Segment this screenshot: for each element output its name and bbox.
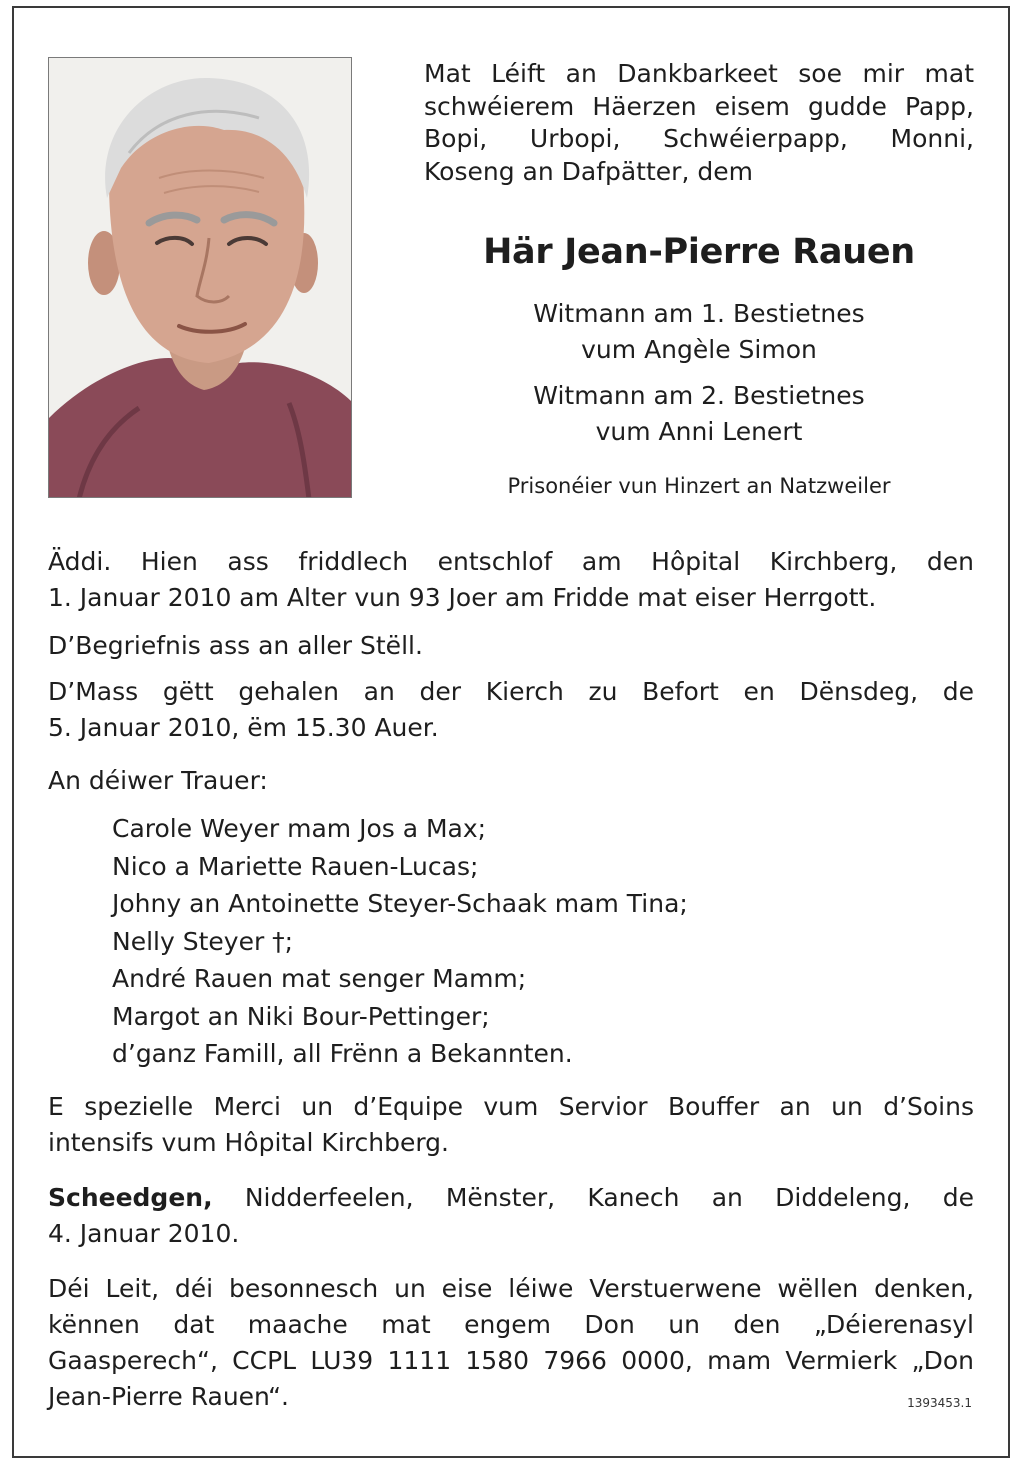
opening-line: Mat Léift an Dankbarkeet soe mir mat [424,59,974,88]
mourning-intro [48,763,974,799]
mourning-intro-line: An déiwer Trauer: [48,766,268,795]
mourner-item: Johny an Antoinette Steyer-Schaak mam Tina; [112,889,688,918]
mourner-item: Nelly Steyer †; [112,926,294,956]
thanks-note [48,1089,974,1161]
mourners-list [112,810,688,1073]
second-marriage [424,378,974,450]
donation-line3: Gaasperech“, CCPL LU39 1111 1580 7966 0000, mam Vermierk „Don [48,1346,974,1375]
first-marriage-line2: vum Angèle Simon [581,335,817,364]
mourner-item: d’ganz Famill, all Frënn a Bekannten. [112,1039,573,1068]
prisoner-note: Prisonéier vun Hinzert an Natzweiler [507,474,891,498]
death-notice-line2: 1. Januar 2010 am Alter vun 93 Joer am Fridde mat eiser Herrgott. [48,583,877,612]
donation-note [48,1271,974,1415]
thanks-line2: intensifs vum Hôpital Kirchberg. [48,1128,449,1157]
place-date [48,1180,974,1252]
thanks-line1: E spezielle Merci un d’Equipe vum Servior Bouffer an un d’Soins [48,1092,974,1121]
death-notice-line1: Äddi. Hien ass friddlech entschlof am Hôpital Kirchberg, den [48,547,974,576]
opening-line: schwéierem Häerzen eisem gudde Papp, [424,91,974,121]
opening-text [424,58,974,188]
burial-line: D’Begriefnis ass an aller Stëll. [48,631,423,660]
reference-number: 1393453.1 [907,1396,972,1410]
place-bold: Scheedgen, [48,1183,213,1212]
second-marriage-line2: vum Anni Lenert [595,417,803,446]
mourner-item: Carole Weyer mam Jos a Max; [112,814,487,843]
place-rest: Nidderfeelen, Mënster, Kanech an Diddeleng, de [244,1183,974,1212]
donation-line1: Déi Leit, déi besonnesch un eise léiwe Verstuerwene wëllen denken, [48,1274,974,1303]
mass-line2: 5. Januar 2010, ëm 15.30 Auer. [48,713,439,742]
donation-line4: Jean-Pierre Rauen“. [48,1382,289,1411]
mourner-item: Margot an Niki Bour-Pettinger; [112,1001,490,1031]
donation-line2: kënnen dat maache mat engem Don un den „Déierenasyl [48,1310,974,1339]
opening-line: Bopi, Urbopi, Schwéierpapp, Monni, [424,124,974,153]
first-marriage [424,296,974,368]
mourner-item: Nico a Mariette Rauen-Lucas; [112,851,479,881]
first-marriage-line1: Witmann am 1. Bestietnes [533,299,865,328]
death-notice [48,544,974,616]
opening-line: Koseng an Dafpätter, dem [424,156,753,186]
mass-line1: D’Mass gëtt gehalen an der Kierch zu Befort en Dënsdeg, de [48,677,974,706]
burial-note [48,628,974,664]
place-line1 [48,1180,974,1216]
deceased-name: Här Jean-Pierre Rauen [483,232,915,272]
mass-note [48,674,974,746]
place-line2: 4. Januar 2010. [48,1219,240,1248]
portrait-photo [48,57,352,498]
mourner-item: André Rauen mat senger Mamm; [112,964,527,993]
second-marriage-line1: Witmann am 2. Bestietnes [533,381,865,410]
